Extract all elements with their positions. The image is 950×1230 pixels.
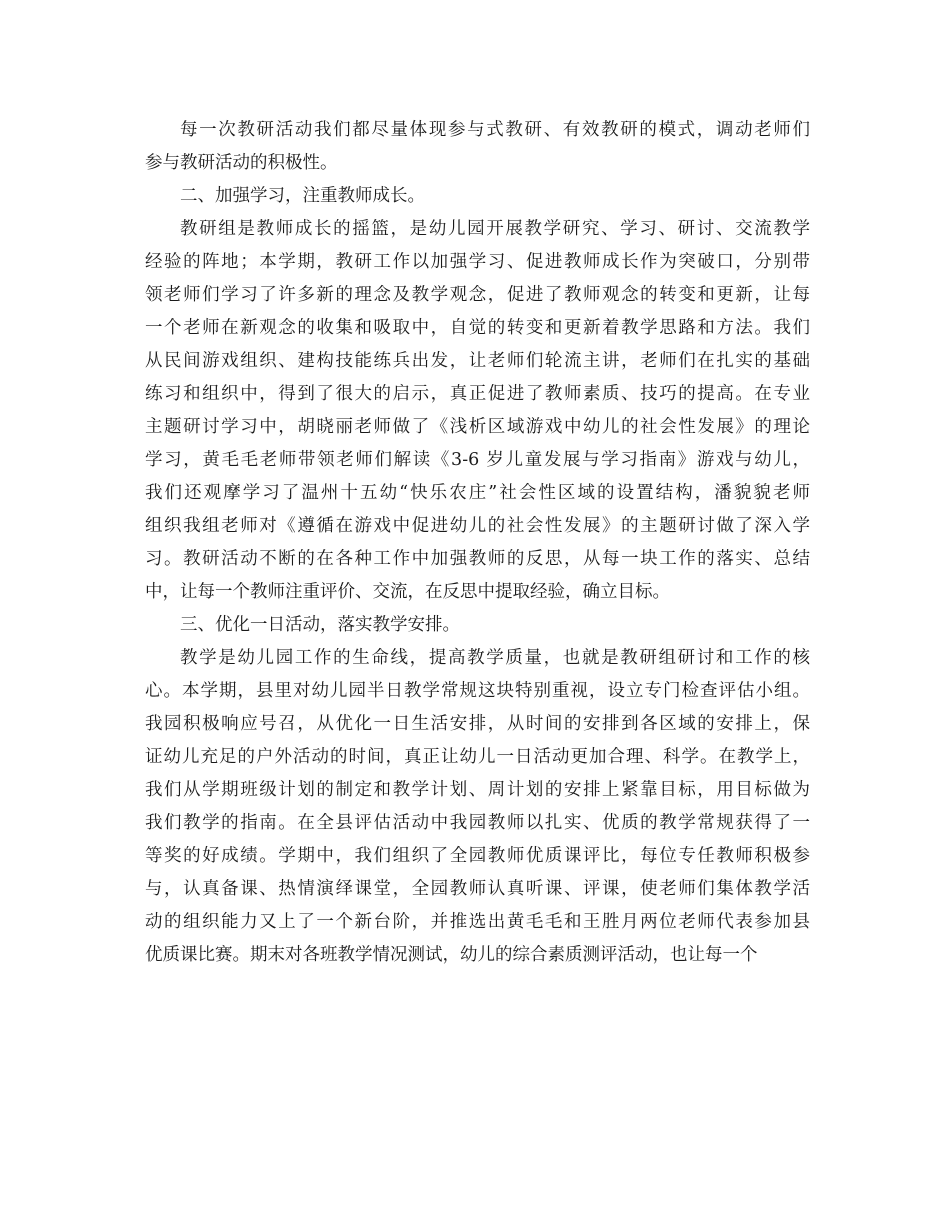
paragraph-3 bbox=[145, 642, 810, 972]
text-line: 我园积极响应号召，从优化一日生活安排，从时间的安排到各区域的安排上，保 bbox=[145, 714, 810, 734]
text-line: 证幼儿充足的户外活动的时间，真正让幼儿一日活动更加合理、科学。在教学上， bbox=[145, 747, 810, 767]
paragraph-2 bbox=[145, 213, 810, 609]
text-line: 我们教学的指南。在全县评估活动中我园教师以扎实、优质的教学常规获得了一 bbox=[145, 813, 810, 833]
text-line: 与，认真备课、热情演绎课堂，全园教师认真听课、评课，使老师们集体教学活 bbox=[145, 879, 810, 899]
text-line: 一个老师在新观念的收集和吸取中，自觉的转变和更新着教学思路和方法。我们 bbox=[145, 318, 810, 338]
section-heading-2 bbox=[145, 180, 810, 213]
text-line: 教学是幼儿园工作的生命线，提高教学质量，也就是教研组研讨和工作的核 bbox=[180, 648, 810, 668]
text-line: 三、优化一日活动，落实教学安排。 bbox=[180, 615, 460, 635]
text-line: 等奖的好成绩。学期中，我们组织了全园教师优质课评比，每位专任教师积极参 bbox=[145, 846, 810, 866]
text-line: 从民间游戏组织、建构技能练兵出发，让老师们轮流主讲，老师们在扎实的基础 bbox=[145, 351, 810, 371]
text-line: 优质课比赛。期末对各班教学情况测试，幼儿的综合素质测评活动，也让每一个 bbox=[145, 945, 758, 965]
text-line: 每一次教研活动我们都尽量体现参与式教研、有效教研的模式，调动老师们 bbox=[180, 120, 810, 140]
text-line: 练习和组织中，得到了很大的启示，真正促进了教师素质、技巧的提高。在专业 bbox=[145, 384, 810, 404]
paragraph-1 bbox=[145, 114, 810, 180]
text-line: 二、加强学习，注重教师成长。 bbox=[180, 186, 425, 206]
text-line: 我们从学期班级计划的制定和教学计划、周计划的安排上紧靠目标，用目标做为 bbox=[145, 780, 810, 800]
text-line: 动的组织能力又上了一个新台阶，并推选出黄毛毛和王胜月两位老师代表参加县 bbox=[145, 912, 810, 932]
text-line: 经验的阵地；本学期，教研工作以加强学习、促进教师成长作为突破口，分别带 bbox=[145, 252, 810, 272]
document-body bbox=[145, 114, 810, 972]
text-line: 参与教研活动的积极性。 bbox=[145, 153, 338, 173]
section-heading-3 bbox=[145, 609, 810, 642]
text-line: 习。教研活动不断的在各种工作中加强教师的反思，从每一块工作的落实、总结 bbox=[145, 549, 810, 569]
text-line: 学习，黄毛毛老师带领老师们解读《3-6 岁儿童发展与学习指南》游戏与幼儿， bbox=[145, 450, 810, 470]
text-line: 我们还观摩学习了温州十五幼“快乐农庄”社会性区域的设置结构，潘貌貌老师 bbox=[145, 483, 810, 503]
text-line: 心。本学期，县里对幼儿园半日教学常规这块特别重视，设立专门检查评估小组。 bbox=[145, 681, 810, 701]
text-line: 教研组是教师成长的摇篮，是幼儿园开展教学研究、学习、研讨、交流教学 bbox=[180, 219, 810, 239]
text-line: 组织我组老师对《遵循在游戏中促进幼儿的社会性发展》的主题研讨做了深入学 bbox=[145, 516, 810, 536]
text-line: 主题研讨学习中，胡晓丽老师做了《浅析区域游戏中幼儿的社会性发展》的理论 bbox=[145, 417, 810, 437]
text-line: 领老师们学习了许多新的理念及教学观念，促进了教师观念的转变和更新，让每 bbox=[145, 285, 810, 305]
text-line: 中，让每一个教师注重评价、交流，在反思中提取经验，确立目标。 bbox=[145, 582, 670, 602]
